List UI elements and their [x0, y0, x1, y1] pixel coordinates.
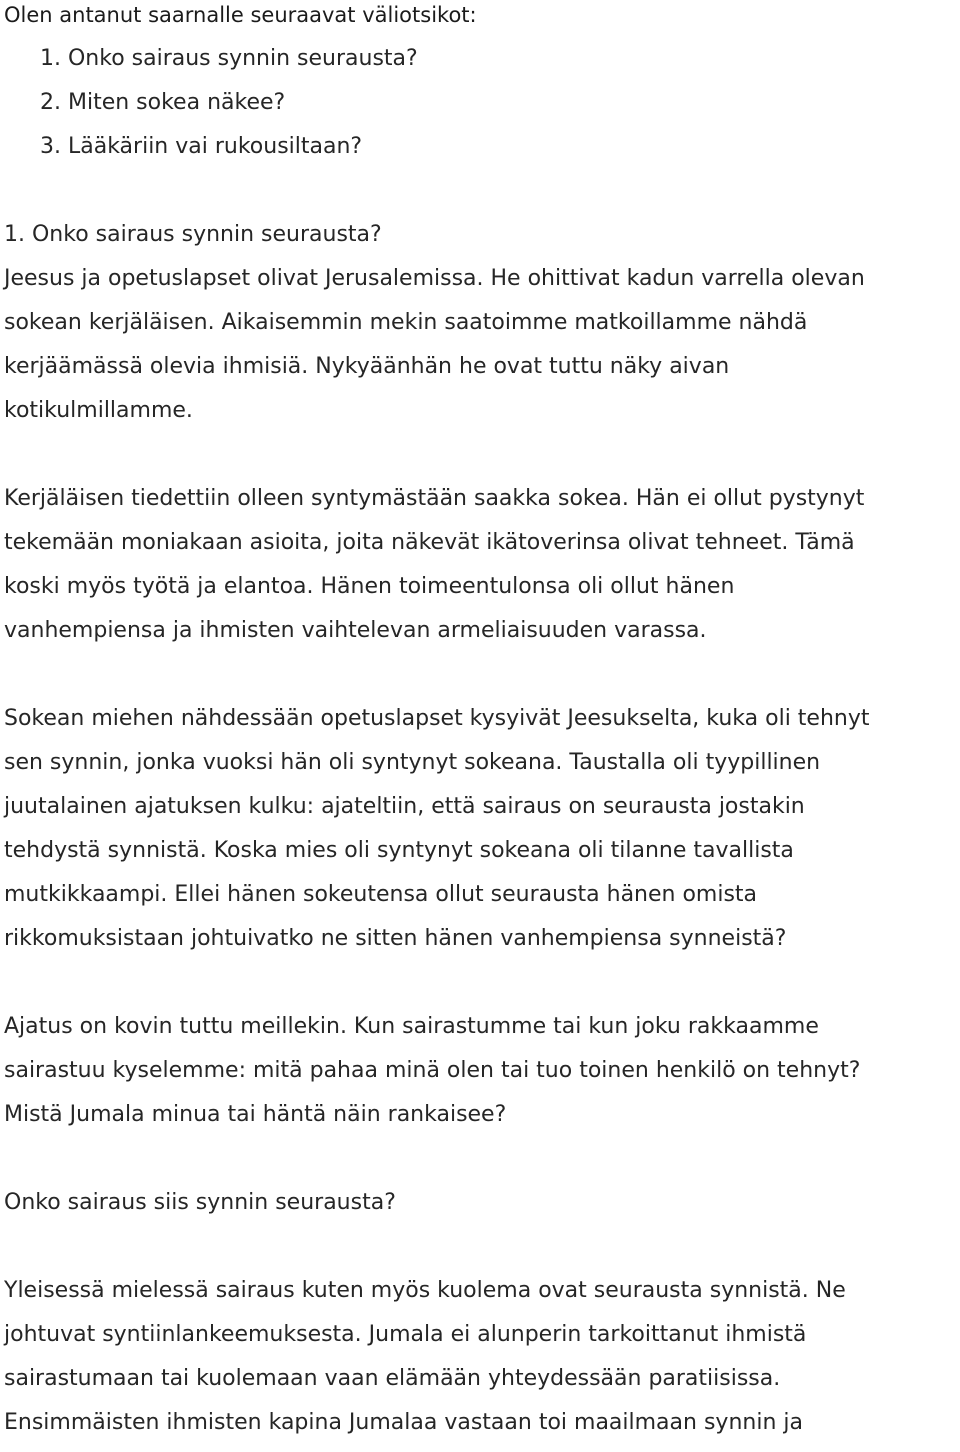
- document-page: [4, 0, 960, 1452]
- paragraph-gap: [4, 440, 960, 484]
- paragraph-5: [4, 1188, 960, 1232]
- paragraph-line: tekemään moniakaan asioita, joita näkevät ikätoverinsa olivat tehneet. Tämä: [4, 530, 855, 555]
- paragraph-line: sairastuu kyselemme: mitä pahaa minä olen tai tuo toinen henkilö on tehnyt?: [4, 1058, 861, 1083]
- paragraph-gap: [4, 968, 960, 1012]
- paragraph-line: rikkomuksistaan johtuivatko ne sitten hänen vanhempiensa synneistä?: [4, 926, 787, 951]
- toc-list: [4, 44, 960, 176]
- paragraph-line: johtuvat syntiinlankeemuksesta. Jumala ei alunperin tarkoittanut ihmistä: [4, 1322, 807, 1347]
- paragraph-gap: [4, 176, 960, 220]
- paragraph-line: mutkikkaampi. Ellei hänen sokeutensa ollut seurausta hänen omista: [4, 882, 758, 907]
- paragraph-line: sairastumaan tai kuolemaan vaan elämään yhteydessään paratiisissa.: [4, 1366, 781, 1391]
- paragraph-line: juutalainen ajatuksen kulku: ajateltiin, että sairaus on seurausta jostakin: [4, 794, 805, 819]
- section-heading: 1. Onko sairaus synnin seurausta?: [4, 222, 382, 247]
- paragraph-line: sen synnin, jonka vuoksi hän oli syntynyt sokeana. Taustalla oli tyypillinen: [4, 750, 821, 775]
- paragraph-line: Onko sairaus siis synnin seurausta?: [4, 1190, 396, 1215]
- paragraph-line: kerjäämässä olevia ihmisiä. Nykyäänhän he ovat tuttu näky aivan: [4, 354, 730, 379]
- paragraph-line: kotikulmillamme.: [4, 398, 193, 423]
- paragraph-6: [4, 1276, 960, 1452]
- paragraph-line: Sokean miehen nähdessään opetuslapset kysyivät Jeesukselta, kuka oli tehnyt: [4, 706, 870, 731]
- paragraph-3: [4, 704, 960, 968]
- paragraph-line: tehdystä synnistä. Koska mies oli syntynyt sokeana oli tilanne tavallista: [4, 838, 794, 863]
- paragraph-line: vanhempiensa ja ihmisten vaihtelevan armeliaisuuden varassa.: [4, 618, 707, 643]
- paragraph-1: [4, 264, 960, 440]
- intro-text: Olen antanut saarnalle seuraavat väliotsikot:: [4, 3, 477, 27]
- paragraph-line: Ajatus on kovin tuttu meillekin. Kun sairastumme tai kun joku rakkaamme: [4, 1014, 819, 1039]
- paragraph-line: sokean kerjäläisen. Aikaisemmin mekin saatoimme matkoillamme nähdä: [4, 310, 808, 335]
- toc-item: 1. Onko sairaus synnin seurausta?: [40, 46, 418, 71]
- toc-item: 3. Lääkäriin vai rukousiltaan?: [40, 134, 363, 159]
- toc-item: 2. Miten sokea näkee?: [40, 90, 286, 115]
- paragraph-line: Kerjäläisen tiedettiin olleen syntymästään saakka sokea. Hän ei ollut pystynyt: [4, 486, 865, 511]
- paragraph-line: koski myös työtä ja elantoa. Hänen toimeentulonsa oli ollut hänen: [4, 574, 735, 599]
- paragraph-line: Jeesus ja opetuslapset olivat Jerusalemissa. He ohittivat kadun varrella olevan: [4, 266, 865, 291]
- paragraph-2: [4, 484, 960, 660]
- paragraph-gap: [4, 660, 960, 704]
- paragraph-line: Yleisessä mielessä sairaus kuten myös kuolema ovat seurausta synnistä. Ne: [4, 1278, 846, 1303]
- paragraph-4: [4, 1012, 960, 1144]
- paragraph-line: Ensimmäisten ihmisten kapina Jumalaa vastaan toi maailmaan synnin ja: [4, 1410, 803, 1435]
- paragraph-gap: [4, 1232, 960, 1276]
- paragraph-line: Mistä Jumala minua tai häntä näin rankaisee?: [4, 1102, 507, 1127]
- paragraph-gap: [4, 1144, 960, 1188]
